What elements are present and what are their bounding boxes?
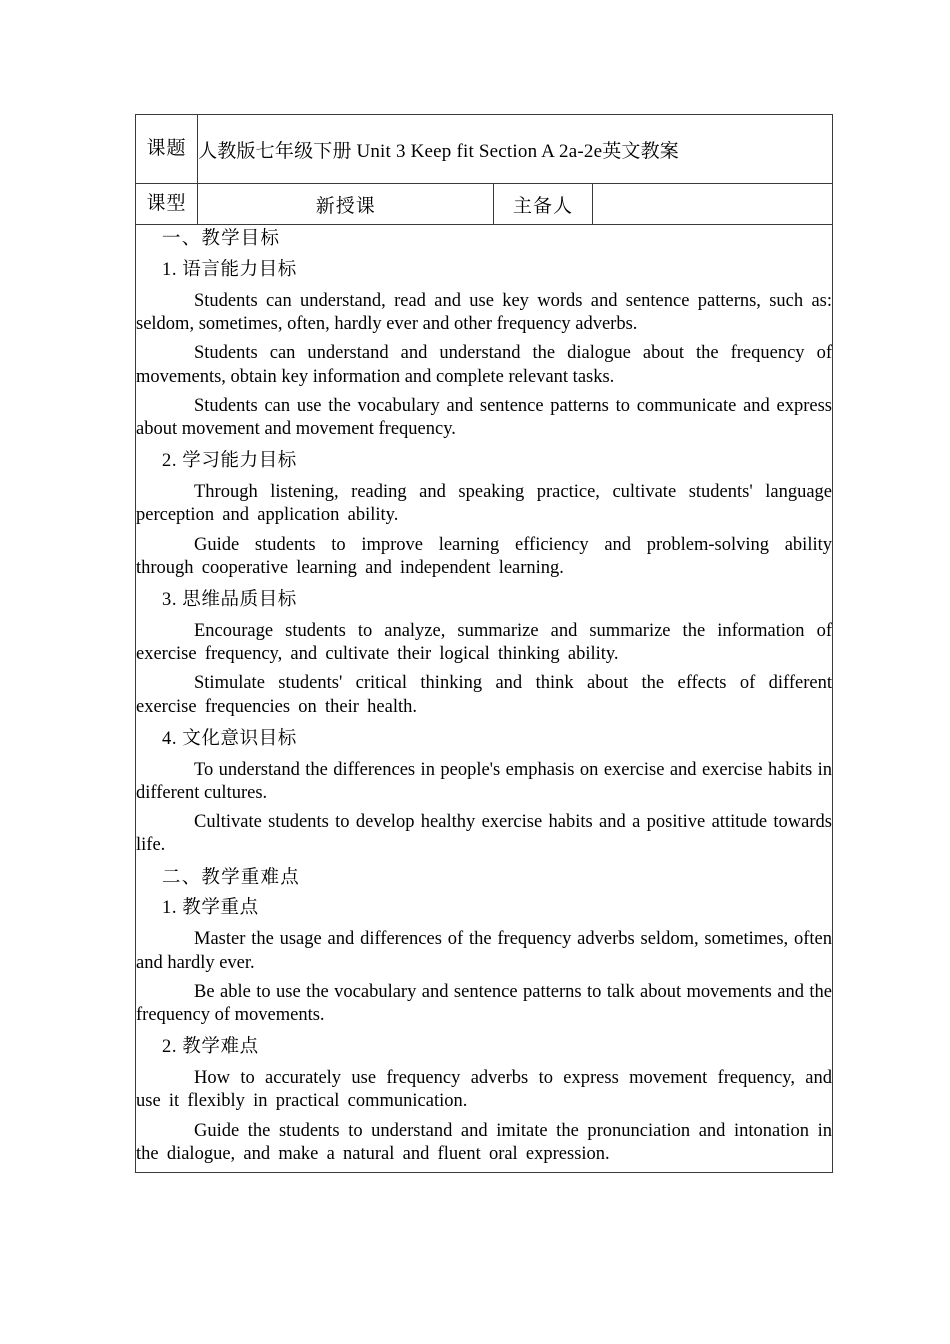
subsection-heading-key-points: 1. 教学重点: [162, 898, 259, 919]
paragraph: Encourage students to analyze, summarize and summarize the information of exercise frequency, and cultivate their logical thinking ability.: [136, 620, 832, 665]
subject-value-cell: [198, 115, 833, 184]
table-row-subject: [136, 115, 833, 184]
section-heading-objectives: 一、教学目标: [162, 229, 281, 249]
lesson-type-value-cell: [198, 184, 494, 225]
paragraph: Students can understand and understand the dialogue about the frequency of movements, obtain key information and complete relevant tasks.: [136, 343, 832, 387]
lesson-type-label: 课型: [146, 193, 187, 215]
owner-value-cell: [592, 184, 832, 225]
section-heading-key-difficult-points: 二、教学重难点: [162, 867, 300, 888]
subsection-heading-learning-ability: 2. 学习能力目标: [162, 451, 297, 472]
owner-label: 主备人: [513, 195, 574, 217]
paragraph: Through listening, reading and speaking practice, cultivate students' language perception and application ability.: [136, 482, 832, 526]
paragraph: Students can use the vocabulary and sentence patterns to communicate and express about movement and movement frequency.: [136, 395, 832, 439]
lesson-type-label-cell: [136, 184, 198, 225]
lesson-type-value: 新授课: [315, 195, 376, 217]
owner-label-cell: [494, 184, 592, 225]
subsection-heading-language-ability: 1. 语言能力目标: [162, 259, 297, 280]
paragraph: How to accurately use frequency adverbs to express movement frequency, and use it flexibly in practical communication.: [136, 1068, 832, 1112]
subject-value-cn-suffix: 英文教案: [602, 140, 680, 162]
subsection-heading-difficult-points: 2. 教学难点: [162, 1037, 259, 1058]
subsection-heading-thinking-quality: 3. 思维品质目标: [162, 589, 297, 610]
table-row-body: [136, 225, 833, 1173]
subject-label-cell: [136, 115, 198, 184]
lesson-body-cell: [136, 225, 833, 1173]
subject-value-en: Unit 3 Keep fit Section A 2a-2e: [356, 140, 603, 162]
subsection-heading-cultural-awareness: 4. 文化意识目标: [162, 728, 297, 749]
paragraph: Guide students to improve learning efficiency and problem-solving ability through cooperative learning and independent learning.: [136, 534, 832, 578]
paragraph: Students can understand, read and use key words and sentence patterns, such as: seldom, sometimes, often, hardly ever and other frequency adverbs.: [136, 290, 832, 335]
paragraph: To understand the differences in people's emphasis on exercise and exercise habits in different cultures.: [136, 759, 832, 803]
subject-label: 课题: [146, 138, 187, 160]
paragraph: Guide the students to understand and imitate the pronunciation and intonation in the dialogue, and make a natural and fluent oral expression.: [136, 1120, 832, 1164]
paragraph: Cultivate students to develop healthy exercise habits and a positive attitude towards life.: [136, 812, 832, 856]
lesson-plan-table: [135, 114, 833, 1173]
paragraph: Stimulate students' critical thinking and think about the effects of different exercise frequencies on their health.: [136, 673, 832, 717]
table-row-lesson-type: [136, 184, 833, 225]
paragraph: Master the usage and differences of the frequency adverbs seldom, sometimes, often and hardly ever.: [136, 929, 832, 973]
subject-value-cn-prefix: 人教版七年级下册: [198, 140, 352, 162]
paragraph: Be able to use the vocabulary and sentence patterns to talk about movements and the frequency of movements.: [136, 981, 832, 1026]
